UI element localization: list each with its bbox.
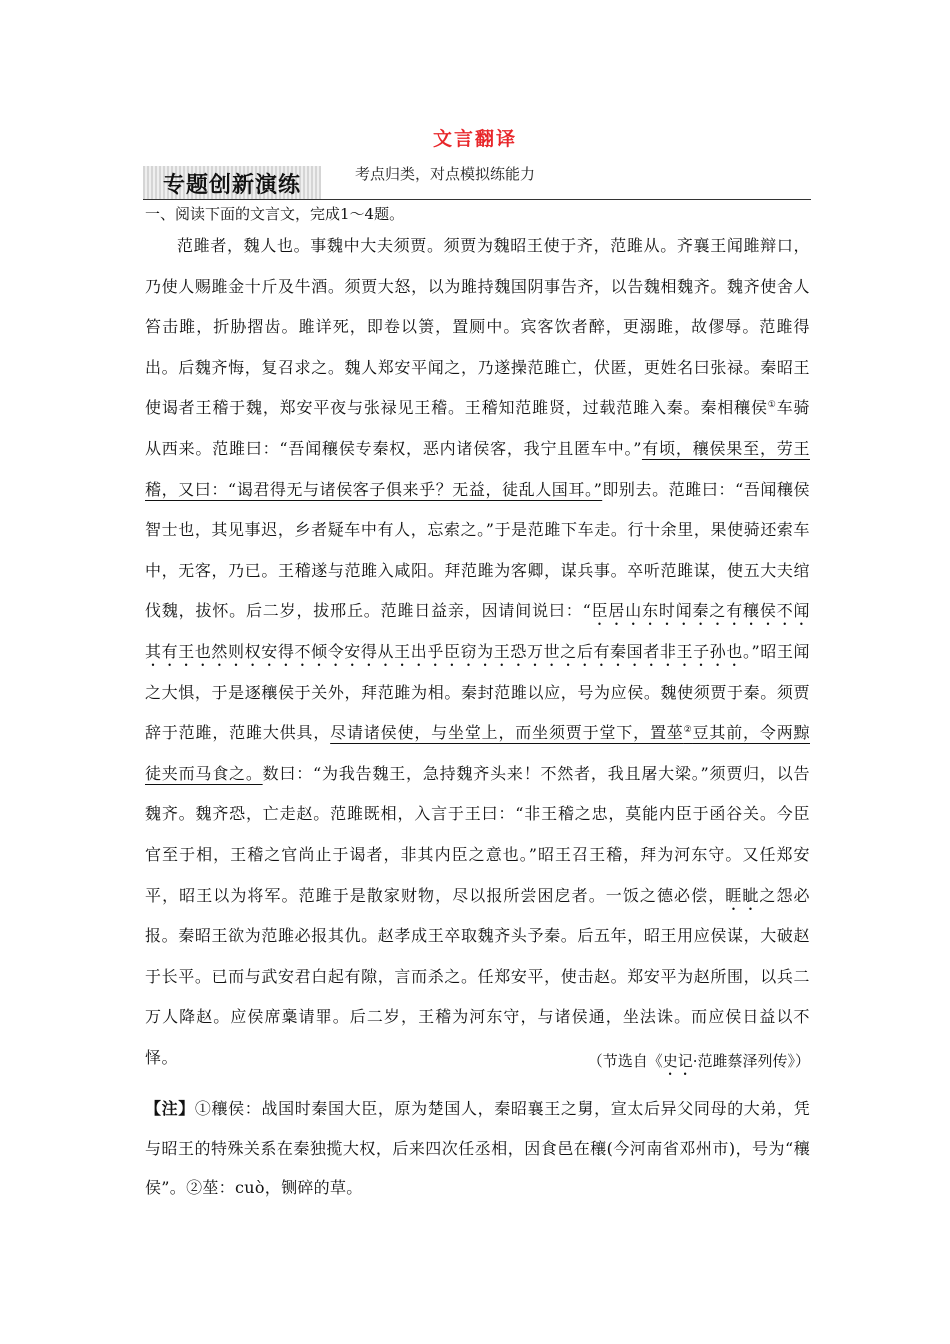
classical-passage bbox=[145, 226, 810, 1078]
passage-segment: 范雎者，魏人也。事魏中大夫须贾。须贾为魏昭王使于齐，范雎从。齐襄王闻雎辩口，乃使人赐雎金十斤及牛酒。须贾大怒，以为雎持魏国阴事告齐，以告魏相魏齐。魏齐使舍人笞击雎，折胁摺齿。雎详死，即卷以箦，置厕中。宾客饮者醉，更溺雎，故僇辱。范雎得出。后魏齐悔，复召求之。魏人郑安平闻之，乃遂操范雎亡，伏匿，更姓名曰张禄。秦昭王使谒者王稽于魏，郑安平夜与张禄见王稽。王稽知范雎贤，过载范雎入秦。秦相穰侯 bbox=[145, 236, 810, 418]
source-dotted: 史记 bbox=[662, 1052, 693, 1070]
section-subtitle: 考点归类，对点模拟练能力 bbox=[355, 165, 536, 183]
underlined-sentence-2-part: 尽请诸侯使，与坐堂上，而坐须贾于堂下，置莝 bbox=[330, 723, 684, 743]
passage-segment: 即别去。范雎曰：“吾闻穰侯智士也，其见事迟，乡者疑车中有人，忘索之。”于是范雎下车走。行十余里，果使骑还索车中，无客，乃已。王稽遂与范雎入咸阳。拜范雎为客卿，谋兵事。卒听范雎谋，使五大夫绾伐魏，拔怀。后二岁，拔邢丘。范雎日益亲，因请间说曰：“ bbox=[145, 479, 810, 621]
footnote-ref-1: ① bbox=[767, 400, 777, 411]
dotted-punctuation-sentence: 臣居山东时闻秦之有穰侯不闻其有王也然则权安得不倾令安得从王出乎臣窃为王恐万世之后有秦国者非王子孙也 bbox=[145, 601, 810, 661]
passage-segment: 数曰：“为我告魏王，急持魏齐头来！不然者，我且屠大梁。”须贾归，以告魏齐。魏齐恐，亡走赵。范雎既相，入言于王曰：“非王稽之忠，莫能内臣于函谷关。今臣官至于相，王稽之官尚止于谒者，非其内臣之意也。”昭王召王稽，拜为河东守。又任郑安平，昭王以为将军。范雎于是散家财物，尽以报所尝困戹者。一饭之德必偿， bbox=[145, 763, 810, 905]
dotted-word: 睚眦 bbox=[725, 885, 760, 905]
section-banner-text: 专题创新演练 bbox=[162, 172, 301, 198]
passage-segment: 。”昭王闻之大惧，于是逐穰侯于关外，拜范雎为相。秦封范雎以应，号为应侯。魏使须贾于秦。须贾辞于范雎，范雎大供具， bbox=[145, 641, 811, 743]
source-suffix: ·范雎蔡泽列传》） bbox=[692, 1052, 810, 1070]
underlined-sentence-2-part: 豆其前，令两黥徒夹而马食之。 bbox=[145, 723, 810, 783]
note-text: ①穰侯：战国时秦国大臣，原为楚国人，秦昭襄王之舅，宣太后异父同母的大弟，凭与昭王的特殊关系在秦独揽大权，后来四次任丞相，因食邑在穰(今河南省邓州市)，号为“穰侯”。②莝：cuò，铡碎的草。 bbox=[145, 1099, 810, 1197]
source-prefix: （节选自《 bbox=[587, 1052, 663, 1070]
footnote-block bbox=[145, 1089, 810, 1208]
passage-segment: 之怨必报。秦昭王欲为范雎必报其仇。赵孝成王卒取魏齐头予秦。后五年，昭王用应侯谋，大破赵于长平。已而与武安君白起有隙，言而杀之。任郑安平，使击赵。郑安平为赵所围，以兵二万人降赵。应侯席稾请罪。后二岁，王稽为河东守，与诸侯通，坐法诛。而应侯日益以不怿。 bbox=[145, 885, 810, 1067]
header-rule bbox=[143, 199, 811, 200]
footnote-ref-2: ② bbox=[683, 725, 693, 736]
underlined-sentence-1: 有顷，穰侯果至，劳王稽，又曰：“谒君得无与诸侯客子俱来乎？无益，徒乱人国耳。” bbox=[145, 438, 810, 499]
note-label: 【注】 bbox=[145, 1099, 195, 1118]
section-banner bbox=[143, 166, 321, 200]
passage-source bbox=[588, 1050, 810, 1079]
document-title: 文言翻译 bbox=[432, 128, 517, 150]
passage-segment: 车骑从西来。范雎曰：“吾闻穰侯专秦权，恶内诸侯客，我宁且匿车中。” bbox=[145, 398, 810, 458]
question-instruction: 一、阅读下面的文言文，完成1～4题。 bbox=[145, 205, 405, 223]
